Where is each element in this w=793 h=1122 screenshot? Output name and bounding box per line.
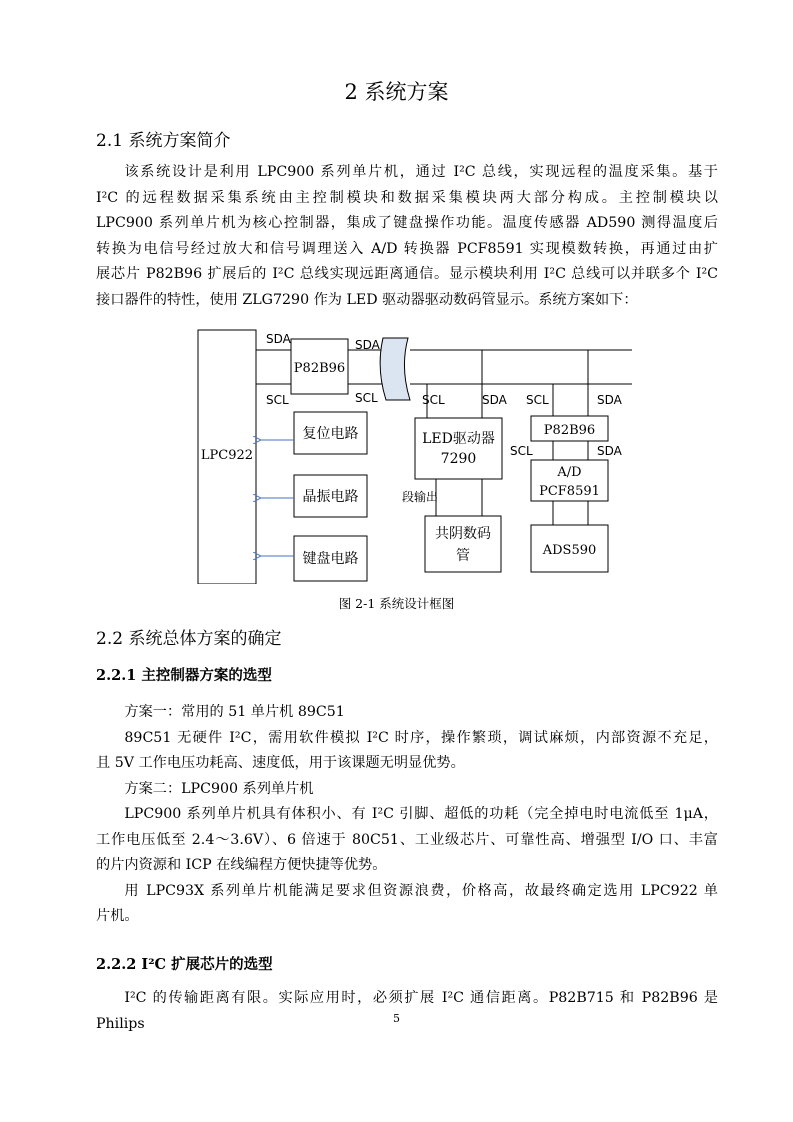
sda-label: SDA [597, 444, 622, 458]
led-driver-model: 7290 [440, 451, 477, 467]
section-2-2-2-title: 2.2.2 I²C 扩展芯片的选型 [96, 956, 273, 973]
led-driver-label: LED驱动器 [422, 431, 495, 447]
sda-label: SDA [355, 338, 380, 352]
scl-label: SCL [510, 444, 533, 458]
reset-circuit-label: 复位电路 [302, 426, 359, 442]
lpc922-label: LPC922 [200, 448, 254, 463]
p82b96-left-label: P82B96 [293, 361, 346, 376]
crystal-circuit-label: 晶振电路 [302, 489, 359, 505]
sensor-label: ADS590 [542, 543, 597, 558]
paragraph-line: I²C 的传输距离有限。实际应用时，必须扩展 I²C 通信距离。P82B715 和 P82B96 是 Philips [96, 990, 718, 1032]
paragraph-line: 转换为电信号经过放大和信号调理送入 A/D 转换器 PCF8591 实现模数转换，再通过由扩 [96, 240, 718, 257]
paragraph-line: I²C 的远程数据采集系统由主控制模块和数据采集模块两大部分构成。主控制模块以 [96, 189, 718, 206]
option1-title: 方案一：常用的 51 单片机 89C51 [124, 704, 345, 720]
paragraph-line: 工作电压低至 2.4～3.6V）、6 倍速于 80C51、工业级芯片、可靠性高、增强型 I/O 口、丰富 [96, 831, 718, 848]
sda-label: SDA [266, 332, 291, 346]
paragraph-line: LPC900 系列单片机具有体积小、有 I²C 引脚、超低的功耗（完全掉电时电流低至 1μA， [124, 806, 718, 822]
segment-output-label: 段输出 [402, 490, 439, 504]
option2-title: 方案二：LPC900 系列单片机 [124, 780, 314, 797]
display-label-2: 管 [456, 548, 470, 564]
paragraph-line: 该系统设计是利用 LPC900 系列单片机，通过 I²C 总线，实现远程的温度采集。基于 [124, 164, 718, 180]
scl-label: SCL [355, 391, 378, 405]
sda-label: SDA [597, 393, 622, 407]
led-driver-block [415, 418, 502, 479]
system-block-diagram [180, 328, 640, 584]
scl-label: SCL [422, 393, 445, 407]
paragraph-line: 的片内资源和 ICP 在线编程方便快捷等优势。 [96, 857, 387, 873]
p82b96-right-label: P82B96 [543, 423, 596, 438]
chapter-title: 2 系统方案 [344, 80, 449, 104]
page-number: 5 [393, 1012, 400, 1025]
paragraph-line: 且 5V 工作电压功耗高、速度低，用于该课题无明显优势。 [96, 755, 465, 771]
long-distance-cable [380, 338, 410, 400]
paragraph-line: 用 LPC93X 系列单片机能满足要求但资源浪费，价格高，故最终确定选用 LPC922 单 [124, 882, 718, 899]
section-2-2-1-body [96, 700, 718, 930]
section-2-1-title: 2.1 系统方案简介 [96, 131, 231, 151]
paragraph-line: 展芯片 P82B96 扩展后的 I²C 总线实现远距离通信。显示模块利用 I²C 总线可以并联多个 I²C [96, 266, 718, 282]
paragraph-line: 接口器件的特性，使用 ZLG7290 作为 LED 驱动器驱动数码管显示。系统方案如下： [96, 291, 638, 308]
adc-label: A/D [557, 465, 582, 480]
section-2-1-paragraph [96, 160, 718, 313]
paragraph-line: 片机。 [96, 908, 139, 924]
figure-caption: 图 2-1 系统设计框图 [338, 596, 455, 611]
adc-model: PCF8591 [539, 484, 600, 499]
display-label: 共阴数码 [435, 526, 491, 542]
scl-label: SCL [266, 393, 289, 407]
scl-label: SCL [526, 393, 549, 407]
keyboard-circuit-label: 键盘电路 [302, 551, 359, 567]
section-2-2-1-title: 2.2.1 主控制器方案的选型 [96, 667, 272, 684]
sda-label: SDA [482, 393, 507, 407]
section-2-2-title: 2.2 系统总体方案的确定 [96, 629, 282, 649]
paragraph-line: LPC900 系列单片机为核心控制器，集成了键盘操作功能。温度传感器 AD590 测得温度后 [96, 215, 718, 231]
paragraph-line: 89C51 无硬件 I²C，需用软件模拟 I²C 时序，操作繁琐，调试麻烦，内部资源不充足， [124, 729, 718, 746]
